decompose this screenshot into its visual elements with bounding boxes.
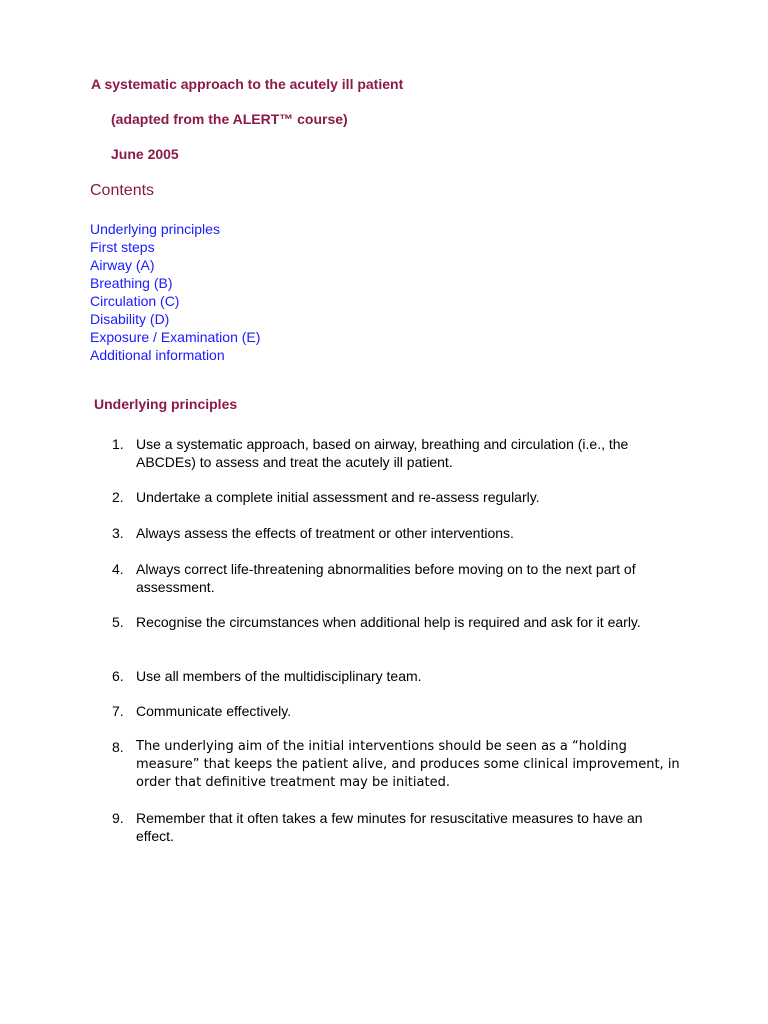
document-subtitle: (adapted from the ALERT™ course): [111, 111, 348, 127]
toc-link-underlying-principles[interactable]: Underlying principles: [90, 221, 220, 237]
principle-item: [112, 613, 682, 631]
toc-link-first-steps[interactable]: First steps: [90, 239, 155, 255]
principle-number: 3.: [112, 525, 124, 541]
principle-item: [112, 702, 682, 720]
principle-text: Always assess the effects of treatment or other interventions.: [136, 525, 514, 541]
principle-number: 6.: [112, 668, 124, 684]
principle-text: Remember that it often takes a few minutes for resuscitative measures to have an effect.: [136, 810, 643, 844]
principle-item: [112, 524, 682, 542]
principle-number: 9.: [112, 810, 124, 826]
principle-text: The underlying aim of the initial interventions should be seen as a “holding measure” that keeps the patient alive, and produces some clinical improvement, in order that definitive treatment may be initiated.: [136, 739, 680, 790]
section-heading-underlying-principles: Underlying principles: [94, 396, 238, 412]
contents-heading: Contents: [90, 182, 155, 199]
table-of-contents: [90, 220, 260, 364]
toc-link-airway[interactable]: Airway (A): [90, 257, 155, 273]
document-date: June 2005: [111, 146, 179, 162]
principle-number: 1.: [112, 436, 124, 452]
principle-text: Always correct life-threatening abnormalities before moving on to the next part of assessment.: [136, 561, 636, 595]
document-title: A systematic approach to the acutely ill patient: [91, 76, 404, 92]
principle-item: [112, 435, 682, 471]
principle-item: [112, 738, 682, 792]
toc-link-exposure-examination[interactable]: Exposure / Examination (E): [90, 329, 261, 345]
principle-number: 5.: [112, 614, 124, 630]
principle-number: 8.: [112, 739, 124, 755]
principle-item: [112, 667, 682, 685]
toc-link-breathing[interactable]: Breathing (B): [90, 275, 173, 291]
toc-link-disability[interactable]: Disability (D): [90, 311, 170, 327]
principle-text: Use all members of the multidisciplinary team.: [136, 668, 422, 684]
toc-link-circulation[interactable]: Circulation (C): [90, 293, 180, 309]
principle-item: [112, 560, 682, 596]
principle-number: 7.: [112, 703, 124, 719]
principle-number: 4.: [112, 561, 124, 577]
principle-number: 2.: [112, 489, 124, 505]
principle-item: [112, 488, 682, 506]
principle-text: Communicate effectively.: [136, 703, 292, 719]
toc-link-additional-information[interactable]: Additional information: [90, 347, 225, 363]
principle-text: Recognise the circumstances when additional help is required and ask for it early.: [136, 614, 641, 630]
principle-item: [112, 809, 682, 845]
principle-text: Undertake a complete initial assessment and re-assess regularly.: [136, 489, 540, 505]
principle-text: Use a systematic approach, based on airway, breathing and circulation (i.e., the ABCDEs) to assess and treat the acutely ill patient.: [136, 436, 629, 470]
